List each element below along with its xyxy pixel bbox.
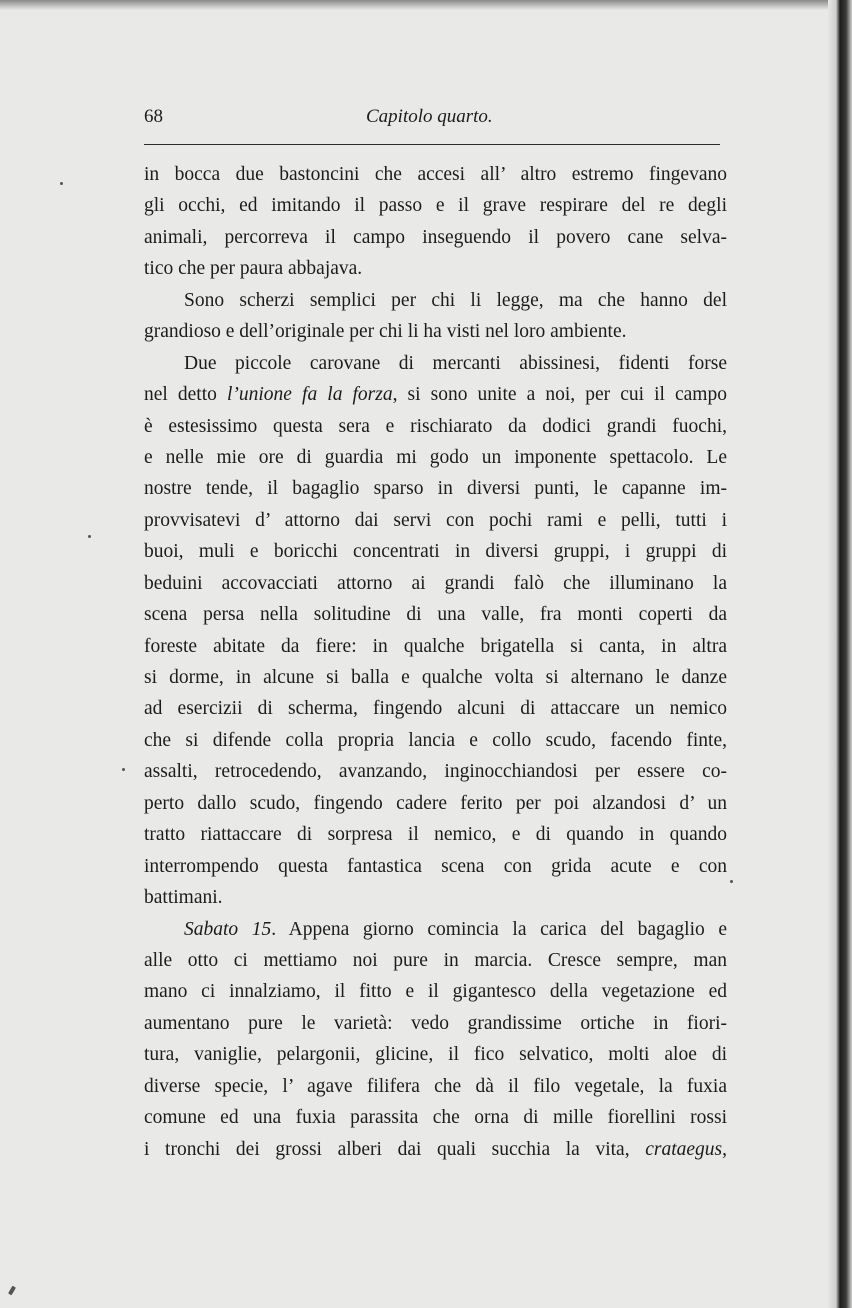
paper-speck xyxy=(122,768,125,771)
page-number: 68 xyxy=(144,106,163,127)
text-line: assalti, retrocedendo, avanzando, inginocchiandosi per essere co- xyxy=(144,761,727,783)
text-run: , si sono unite a noi, per cui il campo xyxy=(392,384,727,406)
italic-quote: l’unione fa la forza xyxy=(226,384,393,406)
text-line: aumentano pure le varietà: vedo grandissime ortiche in fiori- xyxy=(144,1012,727,1034)
text-line: grandioso e dell’originale per chi li ha visti nel loro ambiente. xyxy=(144,321,627,343)
scan-top-shadow xyxy=(0,0,852,10)
text-line: è estesissimo questa sera e rischiarato da dodici grandi fuochi, xyxy=(144,415,727,437)
italic-species: crataegus xyxy=(645,1138,723,1160)
text-line: beduini accovacciati attorno ai grandi falò che illuminano la xyxy=(144,572,727,594)
chapter-title: Capitolo quarto. xyxy=(366,106,493,127)
text-line xyxy=(144,379,727,410)
book-binding-edge xyxy=(828,0,852,1308)
text-line xyxy=(144,1134,727,1165)
running-head xyxy=(144,100,736,136)
text-line: animali, percorreva il campo inseguendo il povero cane selva- xyxy=(144,226,727,248)
body-text xyxy=(144,159,727,1165)
text-run: . Appena giorno comincia la carica del bagaglio e xyxy=(271,918,727,940)
text-line: buoi, muli e boricchi concentrati in diversi gruppi, i gruppi di xyxy=(144,541,727,563)
text-line: e nelle mie ore di guardia mi godo un imponente spettacolo. Le xyxy=(144,446,727,468)
text-line: che si difende colla propria lancia e collo scudo, facendo finte, xyxy=(144,729,727,751)
date-heading: Sabato 15 xyxy=(184,918,272,940)
text-run: i tronchi dei grossi alberi dai quali succhia la vita, xyxy=(144,1138,646,1160)
text-line xyxy=(144,914,727,945)
text-line: nostre tende, il bagaglio sparso in diversi punti, le capanne im- xyxy=(144,478,727,500)
text-line: ad esercizii di scherma, fingendo alcuni di attaccare un nemico xyxy=(144,698,727,720)
text-line: foreste abitate da fiere: in qualche brigatella si canta, in altra xyxy=(144,635,727,657)
text-line: Due piccole carovane di mercanti abissinesi, fidenti forse xyxy=(184,352,727,374)
text-line: comune ed una fuxia parassita che orna di mille fiorellini rossi xyxy=(144,1107,727,1129)
text-line: perto dallo scudo, fingendo cadere ferito per poi alzandosi d’ un xyxy=(144,792,727,814)
text-line: alle otto ci mettiamo noi pure in marcia. Cresce sempre, man xyxy=(144,949,727,971)
text-line: tico che per paura abbajava. xyxy=(144,258,363,280)
text-run: nel detto xyxy=(144,384,227,406)
text-line: gli occhi, ed imitando il passo e il grave respirare del re degli xyxy=(144,195,727,217)
paper-speck xyxy=(8,1286,16,1296)
text-run: , xyxy=(722,1138,727,1160)
text-line: diverse specie, l’ agave filifera che dà il filo vegetale, la fuxia xyxy=(144,1075,727,1097)
text-line: provvisatevi d’ attorno dai servi con pochi rami e pelli, tutti i xyxy=(144,509,727,531)
paper-speck xyxy=(60,182,63,185)
text-line: mano ci innalziamo, il fitto e il gigantesco della vegetazione ed xyxy=(144,981,727,1003)
text-line: interrompendo questa fantastica scena con grida acute e con xyxy=(144,855,727,877)
book-page xyxy=(144,100,736,1240)
header-rule xyxy=(144,144,720,145)
text-line: tratto riattaccare di sorpresa il nemico, e di quando in quando xyxy=(144,824,727,846)
paper-speck xyxy=(88,535,91,538)
text-line: Sono scherzi semplici per chi li legge, ma che hanno del xyxy=(184,289,727,311)
text-line: tura, vaniglie, pelargonii, glicine, il fico selvatico, molti aloe di xyxy=(144,1044,727,1066)
text-line: si dorme, in alcune si balla e qualche volta si alternano le danze xyxy=(144,667,727,688)
text-line: battimani. xyxy=(144,887,223,909)
text-line: in bocca due bastoncini che accesi all’ altro estremo fingevano xyxy=(144,164,727,185)
text-line: scena persa nella solitudine di una valle, fra monti coperti da xyxy=(144,604,727,626)
